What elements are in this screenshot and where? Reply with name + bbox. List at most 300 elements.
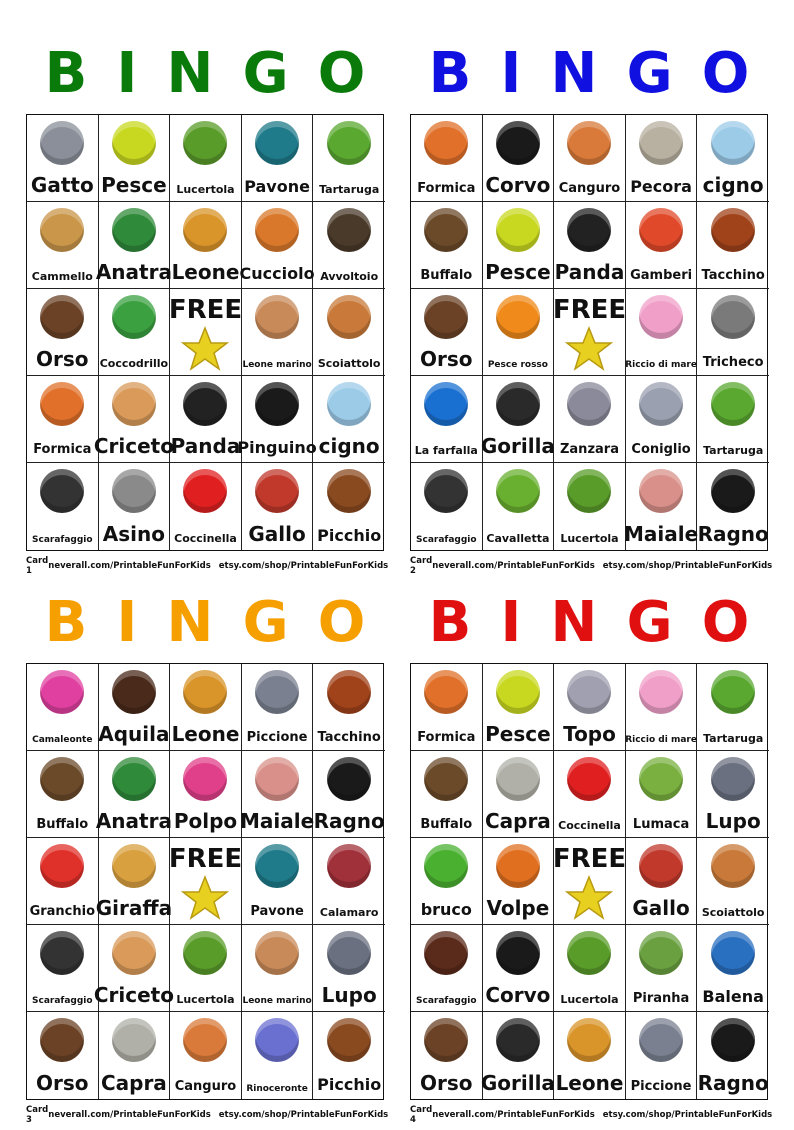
footer-links: [48, 561, 388, 571]
bingo-cell[interactable]: [313, 751, 385, 838]
bingo-cell[interactable]: [483, 664, 555, 751]
cell-label: Topo: [563, 722, 616, 746]
bingo-cell[interactable]: [242, 1012, 314, 1099]
bingo-cell[interactable]: [313, 289, 385, 376]
ladybug-icon: [183, 469, 227, 513]
squirrel-icon: [711, 844, 755, 888]
pigeon-icon: [639, 1018, 683, 1062]
shrimp-icon: [639, 208, 683, 252]
bingo-cell[interactable]: [697, 289, 769, 376]
cell-label: Buffalo: [420, 268, 473, 284]
cell-label: Gallo: [632, 896, 690, 920]
bingo-card-3: [26, 583, 389, 1130]
cell-label: Tricheco: [702, 355, 764, 371]
bingo-cell[interactable]: [99, 289, 171, 376]
bingo-title-letter: B: [428, 590, 472, 655]
bingo-cell[interactable]: [411, 751, 483, 838]
bear-icon: [424, 295, 468, 339]
star-icon: [566, 876, 612, 920]
bingo-cell[interactable]: [697, 925, 769, 1012]
bingo-cell[interactable]: [27, 463, 99, 550]
kangaroo-icon: [567, 121, 611, 165]
bingo-cell[interactable]: [411, 376, 483, 463]
cockroach-icon: [424, 931, 468, 975]
bingo-cell[interactable]: [170, 1012, 242, 1099]
cell-label: Corvo: [485, 173, 551, 197]
lion-icon: [183, 670, 227, 714]
cell-label: Gorilla: [480, 1071, 555, 1095]
free-space-cell[interactable]: [554, 838, 626, 925]
giraffe-icon: [112, 844, 156, 888]
bingo-cell[interactable]: [99, 1012, 171, 1099]
bingo-cell[interactable]: [411, 1012, 483, 1099]
cell-label: Tartaruga: [703, 444, 764, 458]
goat-icon: [112, 1018, 156, 1062]
cell-label: Pesce: [101, 173, 167, 197]
bingo-title-letter: I: [500, 41, 522, 106]
bear-icon: [424, 1018, 468, 1062]
bingo-cell[interactable]: [411, 202, 483, 289]
fish-icon: [496, 670, 540, 714]
card-footer: [26, 551, 389, 581]
cell-label: Lucertola: [560, 532, 619, 546]
cell-label: Tartaruga: [703, 732, 764, 746]
cell-label: Coccodrillo: [99, 357, 169, 371]
cell-label: Leone marino: [242, 995, 312, 1006]
bingo-cell[interactable]: [313, 664, 385, 751]
cell-label: Scarafaggio: [416, 534, 477, 545]
bingo-cell[interactable]: [626, 925, 698, 1012]
buffalo-icon: [40, 757, 84, 801]
turkey-icon: [327, 670, 371, 714]
eagle-icon: [112, 670, 156, 714]
cell-label: Camaleonte: [32, 734, 93, 745]
bingo-cell[interactable]: [242, 115, 314, 202]
bingo-title-letter: O: [701, 41, 750, 106]
woodpecker-icon: [327, 1018, 371, 1062]
cell-label: Granchio: [29, 904, 96, 920]
cell-label: Tacchino: [701, 268, 765, 284]
woodpecker-icon: [327, 469, 371, 513]
bingo-cell[interactable]: [27, 1012, 99, 1099]
bingo-cell[interactable]: [554, 202, 626, 289]
pigeon-icon: [255, 670, 299, 714]
bingo-cell[interactable]: [411, 925, 483, 1012]
bingo-cell[interactable]: [237, 376, 317, 463]
peacock-icon: [255, 844, 299, 888]
cell-label: Scoiattolo: [317, 357, 381, 371]
cell-label: cigno: [318, 434, 380, 458]
seal-icon: [711, 295, 755, 339]
cell-label: Leone: [171, 260, 240, 284]
bingo-cell[interactable]: [697, 202, 769, 289]
chameleon-icon: [40, 670, 84, 714]
star-icon: [182, 876, 228, 920]
bingo-cell[interactable]: [27, 289, 99, 376]
donkey-icon: [112, 469, 156, 513]
footer-links: [432, 1110, 772, 1120]
cell-label: Lucertola: [176, 183, 235, 197]
bingo-cell[interactable]: [411, 664, 483, 751]
piranha-icon: [639, 931, 683, 975]
bingo-cell[interactable]: [170, 202, 242, 289]
bingo-cell[interactable]: [170, 376, 242, 463]
bingo-cell[interactable]: [99, 664, 171, 751]
cell-label: Leone: [171, 722, 240, 746]
card-number: Card 3: [26, 1105, 49, 1125]
bingo-title-letter: N: [166, 590, 214, 655]
cell-label: Cavalletta: [486, 532, 550, 546]
cell-label: Riccio di mare: [625, 734, 697, 745]
bingo-cell[interactable]: [27, 202, 99, 289]
cell-label: Scarafaggio: [416, 995, 477, 1006]
bingo-cell[interactable]: [483, 202, 555, 289]
cell-label: Pesce: [485, 260, 551, 284]
cell-label: Lupo: [705, 809, 761, 833]
cell-label: Anatra: [95, 260, 172, 284]
bingo-cell[interactable]: [27, 751, 99, 838]
bingo-cell[interactable]: [242, 838, 314, 925]
cell-label: Piccione: [630, 1079, 692, 1095]
lizard-icon: [567, 469, 611, 513]
crow-icon: [496, 121, 540, 165]
card-number: Card 2: [410, 556, 433, 576]
spider-icon: [327, 757, 371, 801]
cell-label: Criceto: [93, 983, 174, 1007]
footer-link-website[interactable]: neverall.com/PrintableFunForKids: [432, 1110, 595, 1120]
penguin-icon: [255, 382, 299, 426]
bingo-cell[interactable]: [554, 376, 626, 463]
bingo-cell[interactable]: [242, 289, 314, 376]
urchin-icon: [639, 670, 683, 714]
ant-icon: [424, 670, 468, 714]
bingo-cell[interactable]: [313, 463, 385, 550]
bingo-title-letter: N: [166, 41, 214, 106]
bingo-cell[interactable]: [483, 838, 555, 925]
cell-label: Maiale: [624, 522, 699, 546]
bingo-title-letter: O: [317, 41, 366, 106]
mosquito-icon: [567, 382, 611, 426]
cell-label: Orso: [420, 1071, 473, 1095]
pig-icon: [255, 757, 299, 801]
cell-label: Coccinella: [174, 532, 237, 546]
bingo-card-4: [410, 583, 773, 1130]
swan-icon: [327, 382, 371, 426]
bingo-cell[interactable]: [626, 664, 698, 751]
bingo-title-letter: B: [44, 590, 88, 655]
bingo-title: [410, 583, 768, 663]
bingo-cell[interactable]: [170, 751, 242, 838]
bingo-cell[interactable]: [99, 463, 171, 550]
turtle-icon: [711, 670, 755, 714]
bingo-cell[interactable]: [626, 463, 698, 550]
cell-label: Pinguino: [237, 438, 317, 458]
bingo-cell[interactable]: [313, 115, 385, 202]
cell-label: Buffalo: [420, 817, 473, 833]
bingo-cell[interactable]: [483, 925, 555, 1012]
card-number: Card 4: [410, 1105, 433, 1125]
beetle-icon: [40, 469, 84, 513]
cell-label: Pecora: [630, 177, 692, 197]
cell-label: Capra: [484, 809, 551, 833]
butterfly-icon: [424, 382, 468, 426]
bingo-title-letter: B: [44, 41, 88, 106]
bingo-cell[interactable]: [27, 838, 99, 925]
fish-icon: [112, 121, 156, 165]
cell-label: Scarafaggio: [32, 534, 93, 545]
bingo-cell[interactable]: [626, 751, 698, 838]
bingo-cell[interactable]: [95, 751, 172, 838]
wolf-icon: [711, 757, 755, 801]
bingo-cell[interactable]: [483, 463, 555, 550]
bingo-cell[interactable]: [626, 289, 698, 376]
sheep-icon: [639, 121, 683, 165]
star-icon: [182, 327, 228, 371]
kangaroo-icon: [183, 1018, 227, 1062]
squirrel-icon: [327, 295, 371, 339]
bingo-cell[interactable]: [99, 115, 171, 202]
free-space-cell[interactable]: [554, 289, 626, 376]
bingo-cell[interactable]: [554, 751, 626, 838]
cell-label: Leone: [555, 1071, 624, 1095]
cell-label: Canguro: [558, 181, 621, 197]
goat-icon: [496, 757, 540, 801]
cell-label: Maiale: [240, 809, 315, 833]
bingo-grid: [410, 663, 768, 1100]
footer-link-etsy[interactable]: etsy.com/shop/PrintableFunForKids: [218, 1110, 389, 1120]
buffalo-icon: [424, 208, 468, 252]
bingo-cell[interactable]: [27, 115, 99, 202]
cell-label: Formica: [33, 442, 92, 458]
bingo-title: [26, 34, 384, 114]
star-icon: [566, 327, 612, 371]
cell-label: La farfalla: [414, 444, 478, 458]
free-space-cell[interactable]: [170, 838, 242, 925]
cell-label: Piccione: [246, 730, 308, 746]
bingo-cell[interactable]: [170, 664, 242, 751]
gorilla-icon: [496, 382, 540, 426]
mouse-icon: [567, 670, 611, 714]
bingo-cell[interactable]: [554, 463, 626, 550]
lizard-icon: [567, 931, 611, 975]
bingo-cell[interactable]: [242, 463, 314, 550]
bingo-cell[interactable]: [27, 664, 99, 751]
cell-label: Orso: [36, 1071, 89, 1095]
hamster-icon: [112, 931, 156, 975]
bingo-cell[interactable]: [480, 1012, 555, 1099]
footer-links: [48, 1110, 388, 1120]
cell-label: Pavone: [244, 177, 310, 197]
footer-link-etsy[interactable]: etsy.com/shop/PrintableFunForKids: [602, 561, 773, 571]
grasshopper-icon: [496, 469, 540, 513]
turtle-icon: [711, 382, 755, 426]
bingo-cell[interactable]: [170, 463, 242, 550]
bingo-title-letter: O: [701, 590, 750, 655]
bingo-title-letter: N: [550, 590, 598, 655]
panda-icon: [567, 208, 611, 252]
rooster-icon: [255, 469, 299, 513]
wolf-icon: [327, 931, 371, 975]
footer-link-etsy[interactable]: etsy.com/shop/PrintableFunForKids: [218, 561, 389, 571]
cell-label: Piranha: [632, 991, 690, 1007]
bingo-title-letter: G: [626, 590, 673, 655]
bingo-cell[interactable]: [554, 664, 626, 751]
spider-icon: [711, 469, 755, 513]
bingo-cell[interactable]: [626, 838, 698, 925]
bingo-cell[interactable]: [697, 376, 769, 463]
rabbit-icon: [639, 382, 683, 426]
bingo-card-1: [26, 34, 389, 581]
crab-icon: [40, 844, 84, 888]
cell-label: Zanzara: [559, 442, 619, 458]
bingo-cell[interactable]: [411, 838, 483, 925]
goldfish-icon: [496, 295, 540, 339]
card-footer: [26, 1100, 389, 1130]
bingo-cell[interactable]: [697, 751, 769, 838]
caterpillar-icon: [424, 844, 468, 888]
cell-label: Lucertola: [560, 993, 619, 1007]
bingo-cell[interactable]: [411, 463, 483, 550]
cell-label: Gallo: [248, 522, 306, 546]
bingo-cell[interactable]: [554, 925, 626, 1012]
bingo-cell[interactable]: [313, 838, 385, 925]
bingo-cell[interactable]: [27, 376, 99, 463]
rooster-icon: [639, 844, 683, 888]
octopus-icon: [183, 757, 227, 801]
cell-label: Criceto: [93, 434, 174, 458]
bingo-cell[interactable]: [313, 376, 385, 463]
cell-label: Pesce: [485, 722, 551, 746]
free-space-cell[interactable]: [170, 289, 242, 376]
cell-label: Cammello: [31, 270, 93, 284]
bingo-cell[interactable]: [313, 1012, 385, 1099]
cell-label: bruco: [420, 900, 472, 920]
bingo-title-letter: B: [428, 41, 472, 106]
bingo-cell[interactable]: [242, 751, 314, 838]
puppy-icon: [255, 208, 299, 252]
hamster-icon: [112, 382, 156, 426]
bingo-cell[interactable]: [483, 751, 555, 838]
snail-icon: [639, 757, 683, 801]
bingo-cell[interactable]: [242, 664, 314, 751]
duck-icon: [112, 208, 156, 252]
bingo-cell[interactable]: [697, 664, 769, 751]
bingo-cell[interactable]: [626, 115, 698, 202]
bingo-cell[interactable]: [483, 289, 555, 376]
bingo-cell[interactable]: [697, 1012, 769, 1099]
bingo-title: [410, 34, 768, 114]
ant-icon: [424, 121, 468, 165]
cell-label: Capra: [100, 1071, 167, 1095]
bingo-title-letter: I: [116, 41, 138, 106]
panda-icon: [183, 382, 227, 426]
free-label: FREE: [552, 844, 627, 874]
bingo-cell[interactable]: [170, 925, 242, 1012]
cell-label: Polpo: [173, 809, 238, 833]
cell-label: Pavone: [250, 904, 304, 920]
bingo-cell[interactable]: [697, 115, 769, 202]
beetle-icon: [424, 469, 468, 513]
free-label: FREE: [552, 295, 627, 325]
bingo-cell[interactable]: [93, 376, 174, 463]
footer-link-etsy[interactable]: etsy.com/shop/PrintableFunForKids: [602, 1110, 773, 1120]
bingo-cell[interactable]: [626, 1012, 698, 1099]
cell-label: Cucciolo: [239, 264, 315, 284]
cell-label: Lucertola: [176, 993, 235, 1007]
bingo-cell[interactable]: [697, 838, 769, 925]
cell-label: Riccio di mare: [625, 359, 697, 370]
bingo-cell[interactable]: [554, 1012, 626, 1099]
whale-icon: [711, 931, 755, 975]
bingo-cell[interactable]: [313, 202, 385, 289]
cell-label: Gamberi: [630, 268, 693, 284]
cell-label: Ragno: [313, 809, 385, 833]
duck-icon: [112, 757, 156, 801]
bingo-grid: [26, 114, 384, 551]
bingo-cell[interactable]: [313, 925, 385, 1012]
cell-label: Orso: [420, 347, 473, 371]
cell-label: Corvo: [485, 983, 551, 1007]
footer-link-website[interactable]: neverall.com/PrintableFunForKids: [48, 561, 211, 571]
cell-label: Anatra: [95, 809, 172, 833]
bingo-cell[interactable]: [697, 463, 769, 550]
cell-label: Panda: [554, 260, 625, 284]
bingo-cell[interactable]: [483, 115, 555, 202]
bear-icon: [40, 1018, 84, 1062]
lion-icon: [183, 208, 227, 252]
cell-label: Ragno: [697, 522, 769, 546]
bingo-cell[interactable]: [554, 115, 626, 202]
walrus-icon: [255, 295, 299, 339]
bingo-cell[interactable]: [95, 838, 173, 925]
cell-label: Panda: [170, 434, 241, 458]
footer-link-website[interactable]: neverall.com/PrintableFunForKids: [432, 561, 595, 571]
bingo-title-letter: N: [550, 41, 598, 106]
fish-icon: [496, 208, 540, 252]
ladybug-icon: [567, 757, 611, 801]
cell-label: Scarafaggio: [32, 995, 93, 1006]
buffalo-icon: [424, 757, 468, 801]
bingo-cell[interactable]: [27, 925, 99, 1012]
crow-icon: [496, 931, 540, 975]
swan-icon: [711, 121, 755, 165]
ant-icon: [40, 382, 84, 426]
bingo-cell[interactable]: [239, 202, 315, 289]
cell-label: Ragno: [697, 1071, 769, 1095]
cell-label: Tartaruga: [319, 183, 380, 197]
bingo-title-letter: G: [242, 590, 289, 655]
cell-label: Canguro: [174, 1079, 237, 1095]
footer-link-website[interactable]: neverall.com/PrintableFunForKids: [48, 1110, 211, 1120]
cell-label: Orso: [36, 347, 89, 371]
bingo-cell[interactable]: [626, 202, 698, 289]
squid-icon: [327, 844, 371, 888]
bingo-title-letter: O: [317, 590, 366, 655]
bingo-cell[interactable]: [411, 289, 483, 376]
bingo-cell[interactable]: [95, 202, 172, 289]
cell-label: Gorilla: [480, 434, 555, 458]
bingo-cell[interactable]: [93, 925, 174, 1012]
footer-links: [432, 561, 772, 571]
bingo-cell[interactable]: [242, 925, 314, 1012]
bingo-cell[interactable]: [411, 115, 483, 202]
cat-icon: [40, 121, 84, 165]
bingo-cell[interactable]: [170, 115, 242, 202]
free-label: FREE: [168, 295, 243, 325]
bingo-cell[interactable]: [626, 376, 698, 463]
gorilla-icon: [496, 1018, 540, 1062]
bingo-cell[interactable]: [480, 376, 555, 463]
